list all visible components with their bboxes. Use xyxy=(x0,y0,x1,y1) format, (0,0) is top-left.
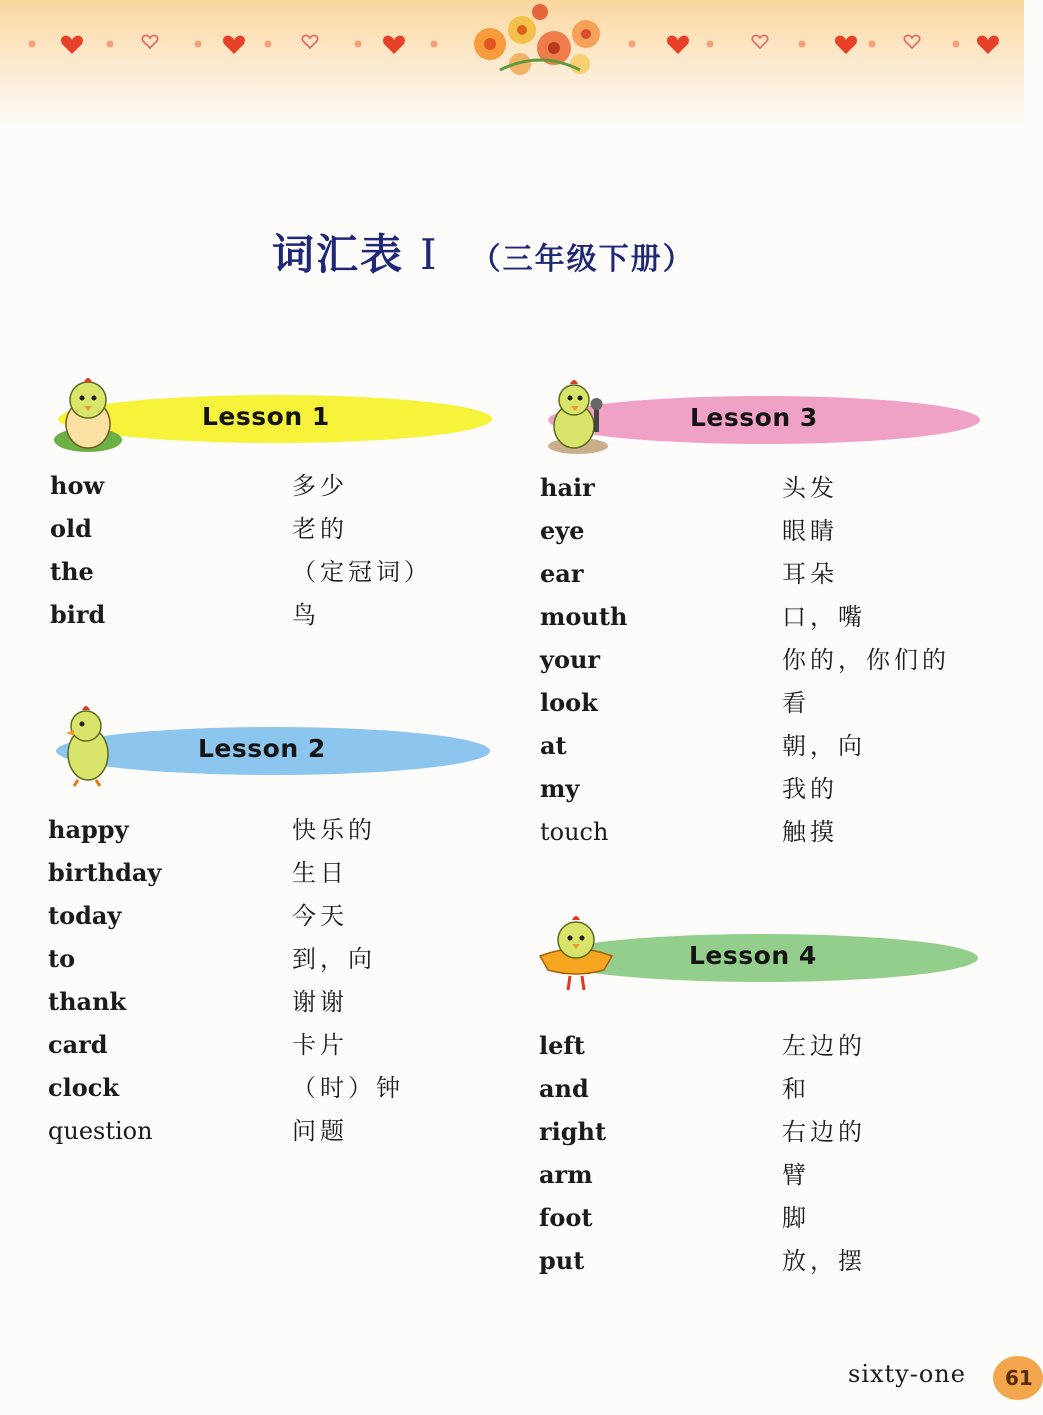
vocab-word: today xyxy=(48,901,122,930)
vocab-meaning: 耳朵 xyxy=(782,560,838,588)
hearts-dots-decoration-right xyxy=(620,26,1020,62)
vocab-word: at xyxy=(540,731,567,760)
vocab-meaning: 放，摆 xyxy=(782,1247,866,1275)
vocab-word: ear xyxy=(540,559,584,588)
vocab-word: how xyxy=(50,471,105,500)
lesson-2-label: Lesson 2 xyxy=(198,734,326,763)
vocab-word: thank xyxy=(48,987,127,1016)
vocab-word: and xyxy=(539,1074,589,1103)
lesson-4-label: Lesson 4 xyxy=(689,941,817,970)
vocab-word: your xyxy=(540,645,601,674)
vocab-word: the xyxy=(50,557,94,586)
chick-with-microphone-icon xyxy=(538,376,618,460)
vocab-meaning: 生日 xyxy=(292,859,348,887)
vocab-word: right xyxy=(539,1117,607,1146)
vocab-word: put xyxy=(539,1246,585,1275)
vocab-word: happy xyxy=(48,815,129,844)
chick-standing-icon xyxy=(48,704,128,788)
title-main: 词汇表 xyxy=(272,230,405,279)
vocab-meaning: 右边的 xyxy=(782,1118,866,1146)
vocab-word: to xyxy=(48,944,76,973)
vocab-meaning: 口，嘴 xyxy=(782,603,866,631)
hearts-dots-decoration-left xyxy=(22,26,442,62)
vocab-meaning: 头发 xyxy=(782,474,838,502)
vocab-meaning: 你的，你们的 xyxy=(782,646,950,674)
vocab-meaning: 问题 xyxy=(292,1117,348,1145)
vocab-meaning: 和 xyxy=(782,1075,810,1103)
vocab-meaning: 触摸 xyxy=(782,818,838,846)
vocab-meaning: （时）钟 xyxy=(292,1074,404,1102)
vocab-meaning: 脚 xyxy=(782,1204,810,1232)
vocab-word: mouth xyxy=(540,602,628,631)
vocab-word: birthday xyxy=(48,858,162,887)
vocab-meaning: 老的 xyxy=(292,515,348,543)
vocab-meaning: 眼睛 xyxy=(782,517,838,545)
vocab-meaning: 卡片 xyxy=(292,1031,348,1059)
vocab-meaning: 左边的 xyxy=(782,1032,866,1060)
vocab-word: look xyxy=(540,688,598,717)
vocab-word: touch xyxy=(540,818,609,846)
page-number-badge: 61 xyxy=(993,1356,1043,1400)
vocab-word: eye xyxy=(540,516,585,545)
page-footer-text: sixty-one xyxy=(848,1360,966,1388)
vocab-meaning: 到，向 xyxy=(292,945,376,973)
vocab-meaning: 臂 xyxy=(782,1161,810,1189)
vocab-meaning: 今天 xyxy=(292,902,348,930)
flower-bouquet-icon xyxy=(460,0,620,82)
lesson-1-label: Lesson 1 xyxy=(202,402,330,431)
vocab-meaning: 看 xyxy=(782,689,810,717)
vocab-meaning: 鸟 xyxy=(292,601,320,629)
vocab-word: arm xyxy=(539,1160,593,1189)
title-roman-numeral: I xyxy=(420,230,437,279)
vocab-word: bird xyxy=(50,600,106,629)
vocab-meaning: 谢谢 xyxy=(292,988,348,1016)
chick-on-egg-icon xyxy=(48,374,128,458)
vocab-word: question xyxy=(48,1117,153,1145)
vocab-word: clock xyxy=(48,1073,119,1102)
vocab-word: hair xyxy=(540,473,595,502)
vocab-word: left xyxy=(539,1031,585,1060)
vocab-meaning: 快乐的 xyxy=(292,816,376,844)
vocab-meaning: 朝，向 xyxy=(782,732,866,760)
vocab-word: card xyxy=(48,1030,108,1059)
page-title xyxy=(272,222,772,282)
vocab-word: foot xyxy=(539,1203,593,1232)
lesson-3-label: Lesson 3 xyxy=(690,403,818,432)
vocab-meaning: 我的 xyxy=(782,775,838,803)
chick-in-skirt-icon xyxy=(536,912,616,996)
vocab-meaning: 多少 xyxy=(292,472,348,500)
title-grade-subtitle: （三年级下册） xyxy=(470,242,695,277)
vocab-word: my xyxy=(540,774,580,803)
vocab-word: old xyxy=(50,514,92,543)
vocab-meaning: （定冠词） xyxy=(292,558,432,586)
